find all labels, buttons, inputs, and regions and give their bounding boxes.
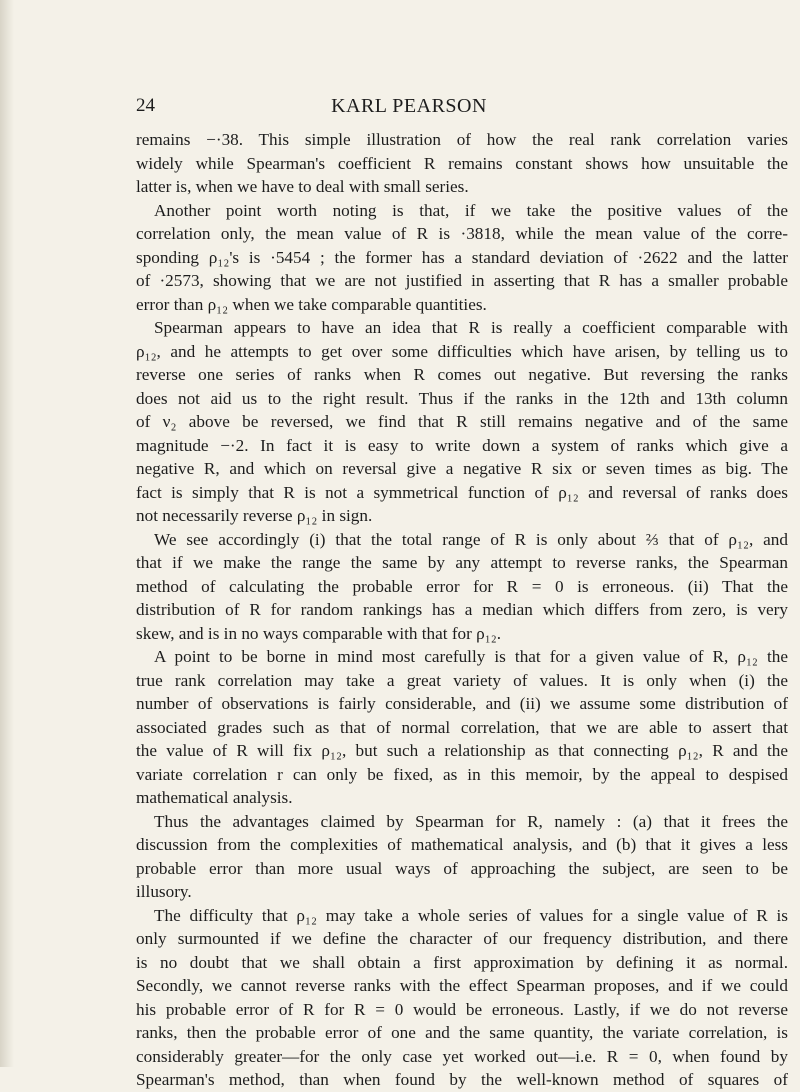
text-line: remains −·38. This simple illustration of how the real rank correlation varies bbox=[136, 130, 788, 149]
text-line: variate correlation r can only be fixed, as in this memoir, by the appeal to despised bbox=[136, 764, 788, 784]
text-line: ρ₁₂, and he attempts to get over some difficulties which have arisen, by telling us to bbox=[136, 341, 788, 361]
text-line: his probable error of R for R = 0 would be erroneous. Lastly, if we do not reverse bbox=[136, 999, 788, 1019]
text-line: A point to be borne in mind most carefully is that for a given value of R, ρ₁₂ the bbox=[154, 647, 788, 666]
text-line: skew, and is in no ways comparable with that for ρ₁₂. bbox=[136, 623, 502, 643]
text-line: Spearman appears to have an idea that R is really a coefficient comparable with bbox=[154, 318, 788, 337]
text-line: discussion from the complexities of mathematical analysis, and (b) that it gives a less bbox=[136, 835, 788, 854]
text-line: fact is simply that R is not a symmetrical function of ρ₁₂ and reversal of ranks does bbox=[136, 482, 788, 502]
body-text bbox=[136, 128, 788, 1092]
text-line: Thus the advantages claimed by Spearman for R, namely : (a) that it frees the bbox=[154, 811, 788, 831]
text-line: error than ρ₁₂ when we take comparable quantities. bbox=[136, 294, 487, 314]
text-line: of ·2573, showing that we are not justified in asserting that R has a smaller probable bbox=[136, 271, 788, 290]
text-line: not necessarily reverse ρ₁₂ in sign. bbox=[136, 506, 373, 525]
text-line: Secondly, we cannot reverse ranks with the effect Spearman proposes, and if we could bbox=[136, 976, 788, 995]
text-line: distribution of R for random rankings has a median which differs from zero, is very bbox=[136, 600, 788, 619]
text-line: of ν₂ above be reversed, we find that R still remains negative and of the same bbox=[136, 412, 788, 431]
text-line: does not aid us to the right result. Thus if the ranks in the 12th and 13th column bbox=[136, 388, 788, 408]
text-line: that if we make the range the same by any attempt to reverse ranks, the Spearman bbox=[136, 553, 788, 572]
binding-shadow bbox=[0, 0, 14, 1067]
text-line: latter is, when we have to deal with small series. bbox=[136, 177, 469, 196]
text-line: Spearman's method, than when found by the well-known method of squares of bbox=[136, 1070, 788, 1089]
text-line: Another point worth noting is that, if we take the positive values of the bbox=[154, 200, 788, 220]
page-number: 24 bbox=[136, 95, 155, 116]
text-line: true rank correlation may take a great variety of values. It is only when (i) the bbox=[136, 670, 788, 690]
text-line: sponding ρ₁₂'s is ·5454 ; the former has a standard deviation of ·2622 and the latter bbox=[136, 247, 788, 267]
running-head bbox=[0, 93, 800, 119]
text-line: We see accordingly (i) that the total range of R is only about ⅔ that of ρ₁₂, and bbox=[154, 529, 788, 549]
text-line: magnitude −·2. In fact it is easy to write down a system of ranks which give a bbox=[136, 435, 788, 455]
text-line: method of calculating the probable error for R = 0 is erroneous. (ii) That the bbox=[136, 576, 788, 596]
text-line: is no doubt that we shall obtain a first approximation by defining it as normal. bbox=[136, 952, 788, 972]
text-line: considerably greater—for the only case yet worked out—i.e. R = 0, when found by bbox=[136, 1046, 788, 1066]
text-line: the value of R will fix ρ₁₂, but such a relationship as that connecting ρ₁₂, R and the bbox=[136, 741, 788, 760]
text-line: ranks, then the probable error of one and the same quantity, the variate correlation, is bbox=[136, 1023, 788, 1042]
text-line: number of observations is fairly considerable, and (ii) we assume some distribution of bbox=[136, 694, 788, 713]
text-line: reverse one series of ranks when R comes out negative. But reversing the ranks bbox=[136, 365, 788, 384]
text-line: widely while Spearman's coefficient R remains constant shows how unsuitable the bbox=[136, 153, 788, 173]
text-line: The difficulty that ρ₁₂ may take a whole series of values for a single value of R is bbox=[154, 905, 788, 925]
text-line: mathematical analysis. bbox=[136, 788, 293, 807]
text-line: negative R, and which on reversal give a negative R six or seven times as big. The bbox=[136, 459, 788, 478]
running-title: KARL PEARSON bbox=[331, 95, 487, 117]
text-line: probable error than more usual ways of approaching the subject, are seen to be bbox=[136, 858, 788, 878]
text-line: correlation only, the mean value of R is ·3818, while the mean value of the corre- bbox=[136, 224, 788, 243]
text-line: only surmounted if we define the character of our frequency distribution, and there bbox=[136, 929, 788, 948]
text-line: illusory. bbox=[136, 882, 192, 901]
text-line: associated grades such as that of normal correlation, that we are able to assert that bbox=[136, 717, 788, 737]
